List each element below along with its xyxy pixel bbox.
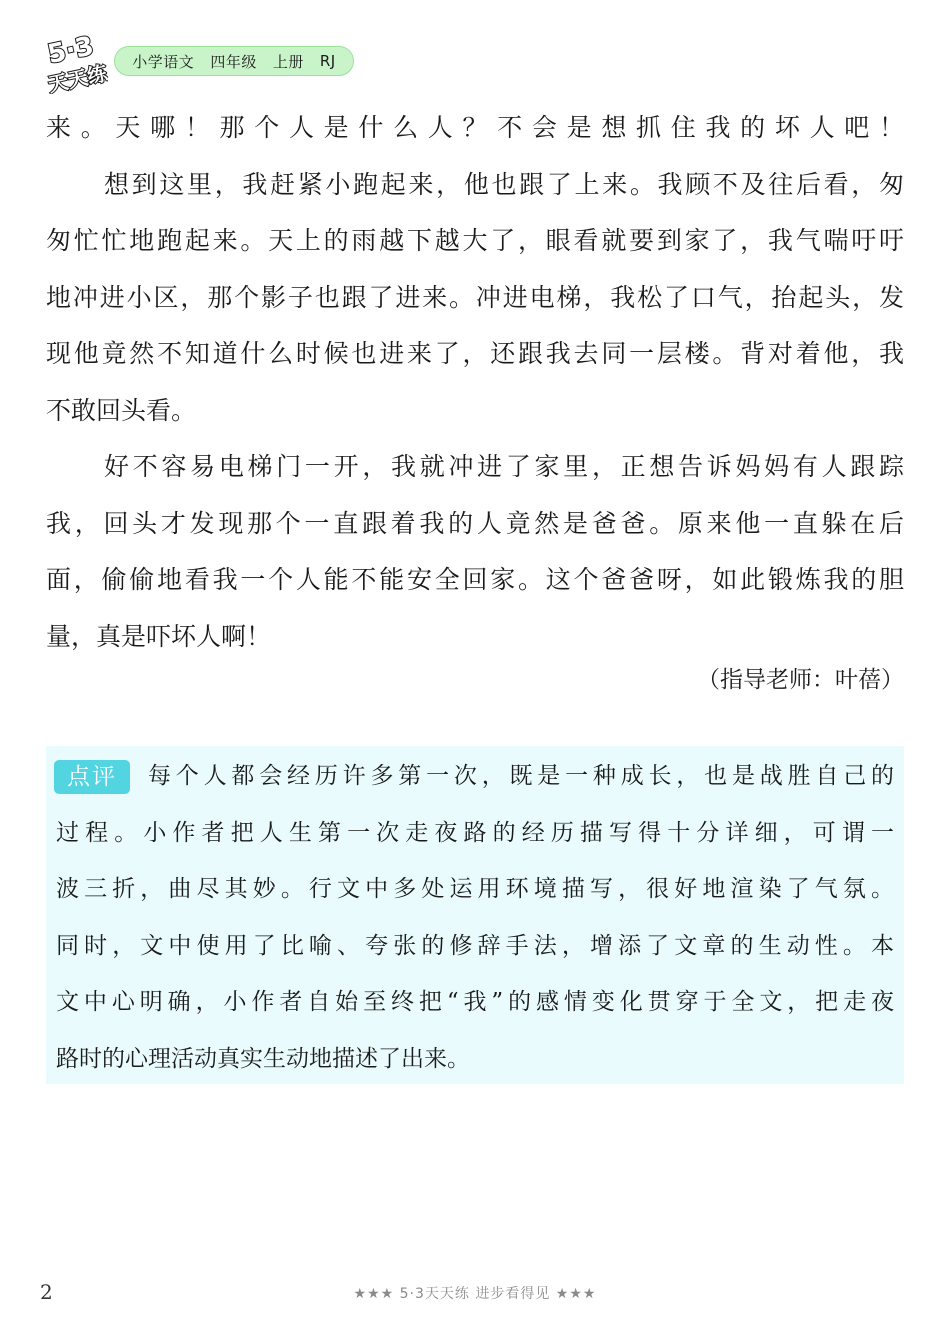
page-number: 2 <box>40 1280 53 1304</box>
brand-logo-icon <box>42 28 108 94</box>
book-info-badge <box>114 46 354 76</box>
review-line: 波三折，曲尽其妙。行文中多处运用环境描写，很好地渲染了气氛。 <box>56 876 894 902</box>
edition-label: RJ <box>319 52 336 70</box>
essay-body <box>46 100 904 665</box>
svg-text:5·3: 5·3 <box>45 31 97 71</box>
essay-line: 现他竟然不知道什么时候也进来了，还跟我去同一层楼。背对着他，我 <box>46 339 904 368</box>
essay-line: 匆忙忙地跑起来。天上的雨越下越大了，眼看就要到家了，我气喘吁吁 <box>46 226 904 255</box>
essay-line: 想到这里，我赶紧小跑起来，他也跟了上来。我顾不及往后看，匆 <box>104 169 904 199</box>
review-line: 路时的心理活动真实生动地描述了出来。 <box>56 1045 470 1072</box>
essay-line: 好不容易电梯门一开，我就冲进了家里，正想告诉妈妈有人跟踪 <box>104 452 904 481</box>
essay-line: 来。天哪！那个人是什么人？不会是想抓住我的坏人吧！ <box>46 113 904 142</box>
essay-line: 地冲进小区，那个影子也跟了进来。冲进电梯，我松了口气，抬起头，发 <box>46 282 904 312</box>
review-line: 文中心明确，小作者自始至终把“我”的感情变化贯穿于全文，把走夜 <box>56 989 894 1015</box>
footer-slogan: ★★★ 5·3天天练 进步看得见 ★★★ <box>353 1286 597 1302</box>
review-line: 每个人都会经历许多第一次，既是一种成长，也是战胜自己的 <box>148 763 894 789</box>
grade-label: 四年级 <box>210 52 257 71</box>
review-line: 过程。小作者把人生第一次走夜路的经历描写得十分详细，可谓一 <box>56 819 894 846</box>
essay-line: 量，真是吓坏人啊！ <box>46 621 272 651</box>
essay-line: 面，偷偷地看我一个人能不能安全回家。这个爸爸呀，如此锻炼我的胆 <box>46 565 904 594</box>
essay-line: 不敢回头看。 <box>46 395 197 425</box>
volume-label: 上册 <box>272 52 304 71</box>
essay-line: 我，回头才发现那个一直跟着我的人竟然是爸爸。原来他一直躲在后 <box>46 508 904 538</box>
review-box <box>46 746 904 1084</box>
review-text <box>56 748 894 1087</box>
instructor-signature: （指导老师：叶蓓） <box>697 667 904 693</box>
subject-label: 小学语文 <box>132 52 195 71</box>
brand-logo <box>42 28 108 94</box>
review-line: 同时，文中使用了比喻、夸张的修辞手法，增添了文章的生动性。本 <box>56 932 894 959</box>
svg-text:天天练: 天天练 <box>45 60 108 94</box>
review-tag: 点评 <box>54 760 130 794</box>
